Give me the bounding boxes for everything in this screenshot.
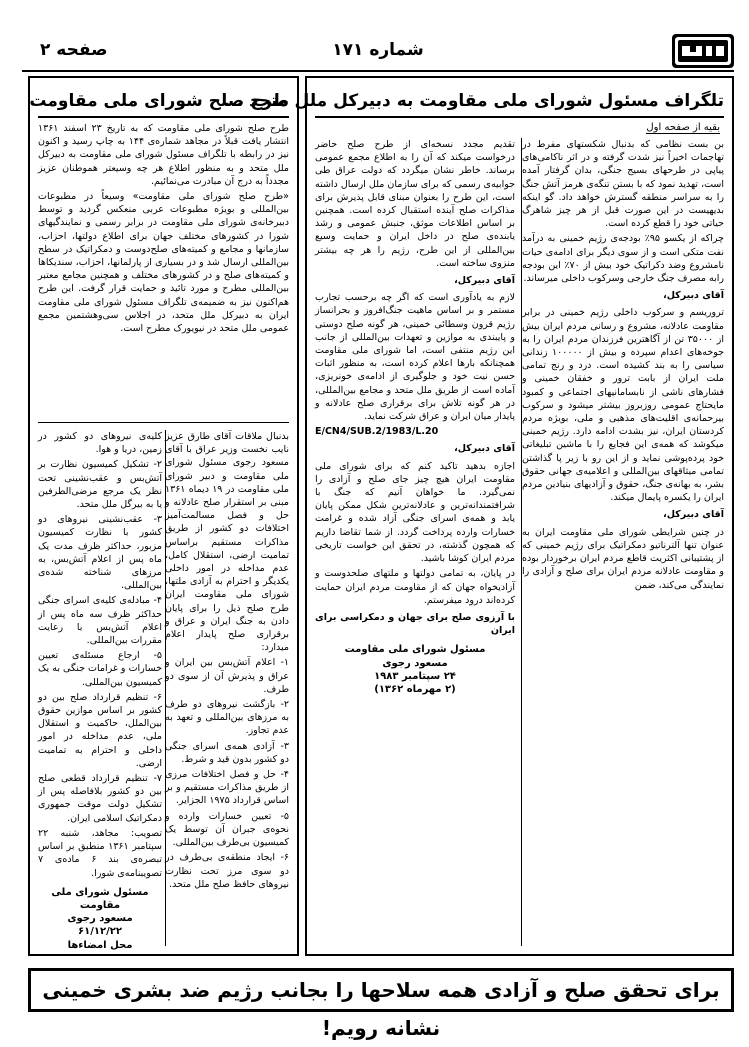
- article-telegram-headline: تلگراف مسئول شورای ملی مقاومت به دبیرکل ملل متحد ...: [315, 86, 724, 118]
- plan-item: کلیه‌ی نیروهای دو کشور در زمین، دریا و هوا.: [38, 431, 162, 456]
- plan-item: ۵- ارجاع مسئله‌ی تعیین خسارات و غرامات جنگی به یک کمیسیون بین‌المللی.: [38, 650, 162, 688]
- plan-item: ۳- عقب‌نشینی نیروهای دو کشور با نظارت کمیسیون مزبور، حداکثر ظرف مدت یک ماه پس از اعلام آتش‌بس، به مرزهای شناخته شده‌ی بین‌المللی.: [38, 514, 162, 592]
- plan-item: ۶- تنظیم قرارداد صلح بین دو کشور بر اساس موازین حقوق بین‌الملل، حاکمیت و استقلال ملی، عدم مداخله در امور داخلی و احترام به تمامیت ارضی.: [38, 691, 162, 769]
- plan-item: ۲- بازگشت نیروهای دو طرف به مرزهای بین‌المللی و تعهد به عدم تجاوز.: [165, 699, 289, 737]
- intro-paragraph: «طرح صلح شورای ملی مقاومت» وسیعاً در مطبوعات بین‌المللی و بویژه مطبوعات عربی منعکس گردید و توسط دبیرخانه‌ی شورای ملی مقاومت در برابر رسمی و نمایندگیهای شورا در کشورهای مختلف جهان برای اطلاع دولتها، احزاب، سازمانها و مجامع و کمیته‌های صلح‌دوست و دمکراتیک در سطح بین‌المللی ارسال شد و در بسیاری از پارلمانها، احزاب، سندیکاها و کمیته‌های صلح و در کشورهای مختلف و همچنین مجامع معتبر بین‌المللی مطرح و مورد تائید و حمایت قرار گرفت. این طرح هم‌اکنون نیز به ضمیمه‌ی تلگراف مسئول شورای ملی مقاومت ایران به دبیرکل ملل متحد، در اجلاس سی‌وهشتمین مجمع عمومی ملل متحد در نیویورک مطرح است.: [38, 191, 289, 335]
- plan-item: ۱- اعلام آتش‌بس بین ایران و عراق و پذیرش آن از سوی دو طرف.: [165, 657, 289, 695]
- peace-plan-signature: [38, 886, 162, 952]
- column-divider: [165, 430, 166, 946]
- signature-title: مسئول شورای ملی مقاومت: [344, 644, 486, 656]
- telegram-paragraph: چراکه از یکسو ۹۵٪ بودجه‌ی رژیم خمینی به درآمد نفت متکی است و از سوی دیگر برای ادامه‌ی حیات نامشروع وضد دکراتیک خود بیش از ۷۰٪ این بودجه رابه مصرف جنگ خارجی وسرکوب داخلی میرساند.: [522, 233, 724, 285]
- telegram-salutation: آقای دبیرکل،: [663, 290, 724, 302]
- telegram-salutation: آقای دبیرکل،: [454, 443, 515, 455]
- continued-from-label: بقیه از صفحه اول: [646, 122, 720, 133]
- telegram-salutation: آقای دبیرکل،: [663, 509, 724, 521]
- telegram-paragraph: در چنین شرایطی شورای ملی مقاومت ایران به عنوان تنها آلترناتیو دمکراتیک برای رژیم خمینی که از پشتیبانی اکثریت قاطع مردم ایران برخوردار بوده و مقاومت عادلانه مردم ایران برای صلح و آزادی را نمایندگی می‌کند، ضمن: [522, 526, 724, 591]
- bottom-slogan-banner: برای تحقق صلح و آزادی همه سلاحها را بجانب رژیم ضد بشری خمینی نشانه رویم!: [28, 968, 734, 1012]
- telegram-salutation: آقای دبیرکل،: [454, 275, 515, 287]
- masthead-rule: [22, 70, 734, 72]
- telegram-paragraph: لازم به یادآوری است که اگر چه برحسب تجارب مستمر و بر اساس ماهیت جنگ‌افروز و بحرانساز رژیم قرون وسطائی خمینی، هر گونه صلح دوستی و پایبندی به موازین و تعهدات بین‌المللی از جانب این رژیم منتفی است، اما شورای ملی مقاومت همچنانکه بارها اعلام کرده است، به منظور اثبات حسن نیت خود و جلوگیری از ادامه‌ی خونریزی، آماده است از طریق ملل متحد و مجامع بین‌المللی، در هر گونه تلاش برای برقراری صلح عادلانه و پایدار میان ایران و عراق شرکت نماید.: [315, 292, 515, 423]
- telegram-paragraph: در پایان، به تمامی دولتها و ملتهای صلحدوست و آزادیخواه جهان که از مقاومت مردم ایران حمایت کرده‌اند درود میفرستم.: [315, 568, 515, 606]
- telegram-paragraph: بن بست نظامی که بدنبال شکستهای مفرط در تهاجمات اخیراً نیز شدت گرفته و در اثر ناکامی‌های پیاپی در طرحهای بسیج جنگی، بدان گرفتار آمده است، تهدید نمود که با بستن تنگه‌ی هرمز آتش جنگ را به سراسر منطقه گسترش خواهد داد. گو اینکه بدیهیست در این صورت قبل از هر چیز شاهرگ حیاتی خود را قطع کرده است.: [522, 139, 724, 230]
- article-telegram-columns: [315, 138, 724, 946]
- signature-date-persian: (۲ مهرماه ۱۳۶۲): [374, 683, 456, 695]
- plan-item: ۴- مبادله‌ی کلیه‌ی اسرای جنگی حداکثر ظرف سه ماه پس از اعلام آتش‌بس با رعایت مقررات بین‌المللی.: [38, 595, 162, 647]
- plan-item: ۵- تعیین خسارات وارده و نحوه‌ی جبران آن توسط یک کمیسیون بی‌طرف بین‌المللی.: [165, 810, 289, 849]
- telegram-paragraph: تروریسم و سرکوب داخلی رژیم خمینی در برابر مقاومت عادلانه، مشروع و رسانی مردم ایران بیش از ۳۵۰۰۰ تن از آگاهترین فرزندان مردم ایران را به جوخه‌های اعدام سپرده و بیش از ۱۰۰۰۰۰ زندانی سیاسی را به بند کشیده است. درد و رنج تمامی ملت ایران از بابت ترور و خفقان خمینی و فشارهای ناشی از نابسامانیهای اجتماعی و کمبود مایحتاج عمومی روزبروز بیشتر میشود و سرکوب بیرحمانه‌ی اقلیت‌های مذهبی و ملی، بویژه مردم کردستان ایران، نیز بشدت ادامه دارد. رژیم خمینی میکوشد که همه‌ی این فجایع را با ماشین تبلیغاتی خود پرده‌پوشی نماید و از این رو با زیر پا گذاشتن تمامی میثاقهای بین‌المللی و اعلامیه‌ی جهانی حقوق بشر، به بهانه‌ی جنگ، حقوق و آزادیهای بنیادین مردم ایران را یکسره پایمال میکند.: [522, 307, 724, 504]
- article-peace-plan-headline: طرح صلح شورای ملی مقاومت: [38, 86, 289, 118]
- telegram-closing: با آرزوی صلح برای جهان و دمکراسی برای ایران: [315, 611, 515, 637]
- telegram-column-1: [522, 138, 724, 946]
- plan-item: ۳- آزادی همه‌ی اسرای جنگی دو کشور بدون قید و شرط.: [165, 740, 289, 765]
- signature-title: مسئول شورای ملی مقاومت: [51, 886, 149, 911]
- un-document-reference: E/CN4/SUB.2/1983/L.20: [315, 426, 439, 438]
- plan-approval: تصویب: مجاهد، شنبه ۲۲ سپتامبر ۱۳۶۱ منطبق بر اساس تبصره‌ی بند ۶ ماده‌ی ۷ تصویبنامه‌ی شورا.: [38, 827, 162, 879]
- peace-plan-column-2: [38, 430, 162, 951]
- signature-place: محل امضاءها: [67, 939, 133, 951]
- plan-item: ۲- تشکیل کمیسیون نظارت بر آتش‌بس و عقب‌نشینی تحت نظر یک مرجع مرضی‌الطرفین یا به بیرگل ملل متحد.: [38, 459, 162, 511]
- peace-plan-column-1: [165, 430, 289, 946]
- peace-plan-intro: [38, 122, 289, 423]
- plan-item: ۴- حل و فصل اختلافات مرزی از طریق مذاکرات مستقیم و بر اساس قرارداد ۱۹۷۵ الجزایر.: [165, 769, 289, 807]
- plan-item: ۶- ایجاد منطقه‌ی بی‌طرف در دو سوی مرز تحت نظارت نیروهای حافظ صلح ملل متحد.: [165, 852, 289, 890]
- plan-item: ۷- تنظیم قرارداد قطعی صلح بین دو کشور بلافاصله پس از تشکیل دولت موقت جمهوری دمکراتیک اسلامی ایران.: [38, 773, 162, 824]
- issue-number: شماره ۱۷۱: [332, 40, 424, 60]
- telegram-paragraph: اجازه بدهید تاکید کنم که برای شورای ملی مقاومت ایران هیچ چیز جای صلح و آزادی را نمی‌گیرد. ما خواهان آنیم که جنگ با شرافتمندانه‌ترین و عادلانه‌ترین شکل ممکن پایان یابد و همه‌ی اسرای جنگی آزاد شده و غرامت خسارات وارده پرداخت گردد. از شما تقاضا داریم که همچون گذشته، در تحقق این خواست تاریخی مردم ایران کوشا باشید.: [315, 460, 515, 565]
- intro-paragraph: طرح صلح شورای ملی مقاومت که به تاریخ ۲۳ اسفند ۱۳۶۱ انتشار یافت قبلاً در مجاهد شماره‌ی ۱۴۴ به چاپ رسید و اکنون نیز در رابطه با تلگراف مسئول شورای ملی مقاومت به دبیرکل ملل متحد و به منظور اطلاع هر چه وسیعتر هموطنان عزیز مجدداً به درج آن مبادرت می‌نمائیم.: [38, 123, 289, 187]
- telegram-paragraph: تقدیم مجدد نسخه‌ای از طرح صلح حاضر درخواست میکند که آن را به اطلاع مجمع عمومی برساند. خاطر نشان میگردد که دولت عراق طی جوابیه‌ی رسمی که برای سازمان ملل ارسال داشته است، این طرح را بعنوان مبنای قابل پذیرش برای مذاکرات صلح آینده استقبال کرده است. همچنین بر اساس اطلاعات موثق، جنبش عمومی و رشد یابنده‌ی صلح در داخل ایران و حمایت وسیع بین‌المللی از این طرح، رژیم را هر چه بیشتر منزوی ساخته است.: [315, 139, 515, 269]
- peace-plan-columns: [38, 430, 289, 951]
- telegram-column-2: [315, 138, 515, 946]
- signature-date: ۶۱/۱۲/۲۲: [78, 926, 122, 938]
- signature-date: ۲۴ سپتامبر ۱۹۸۳: [374, 670, 456, 682]
- plan-paragraph: بدنبال ملاقات آقای طارق عزیز نایب نخست وزیر عراق با آقای مسعود رجوی مسئول شورای ملی مقاومت و دبیر شورای ملی مقاومت در ۱۹ دیماه ۱۳۶۱ مبنی بر استقرار صلح عادلانه و حل و فصل مسالمت‌آمیز اختلافات دو کشور از طریق مذاکرات مستقیم براساس تمامیت ارضی، استقلال کامل، عدم مداخله در امور داخلی یکدیگر و احترام به آزادی ملتها، شورای ملی مقاومت ایران طرح صلح ذیل را برای پایان دادن به جنگ ایران و عراق و برقراری صلح پایدار اعلام میدارد:: [165, 431, 289, 654]
- article-peace-plan: [28, 76, 299, 956]
- telegram-signature: [315, 643, 515, 696]
- page-number: صفحه ۲: [40, 40, 108, 60]
- signature-name: مسعود رجوی: [382, 657, 448, 669]
- masthead: [22, 34, 734, 70]
- signature-name: مسعود رجوی: [67, 913, 133, 925]
- column-divider: [521, 138, 522, 946]
